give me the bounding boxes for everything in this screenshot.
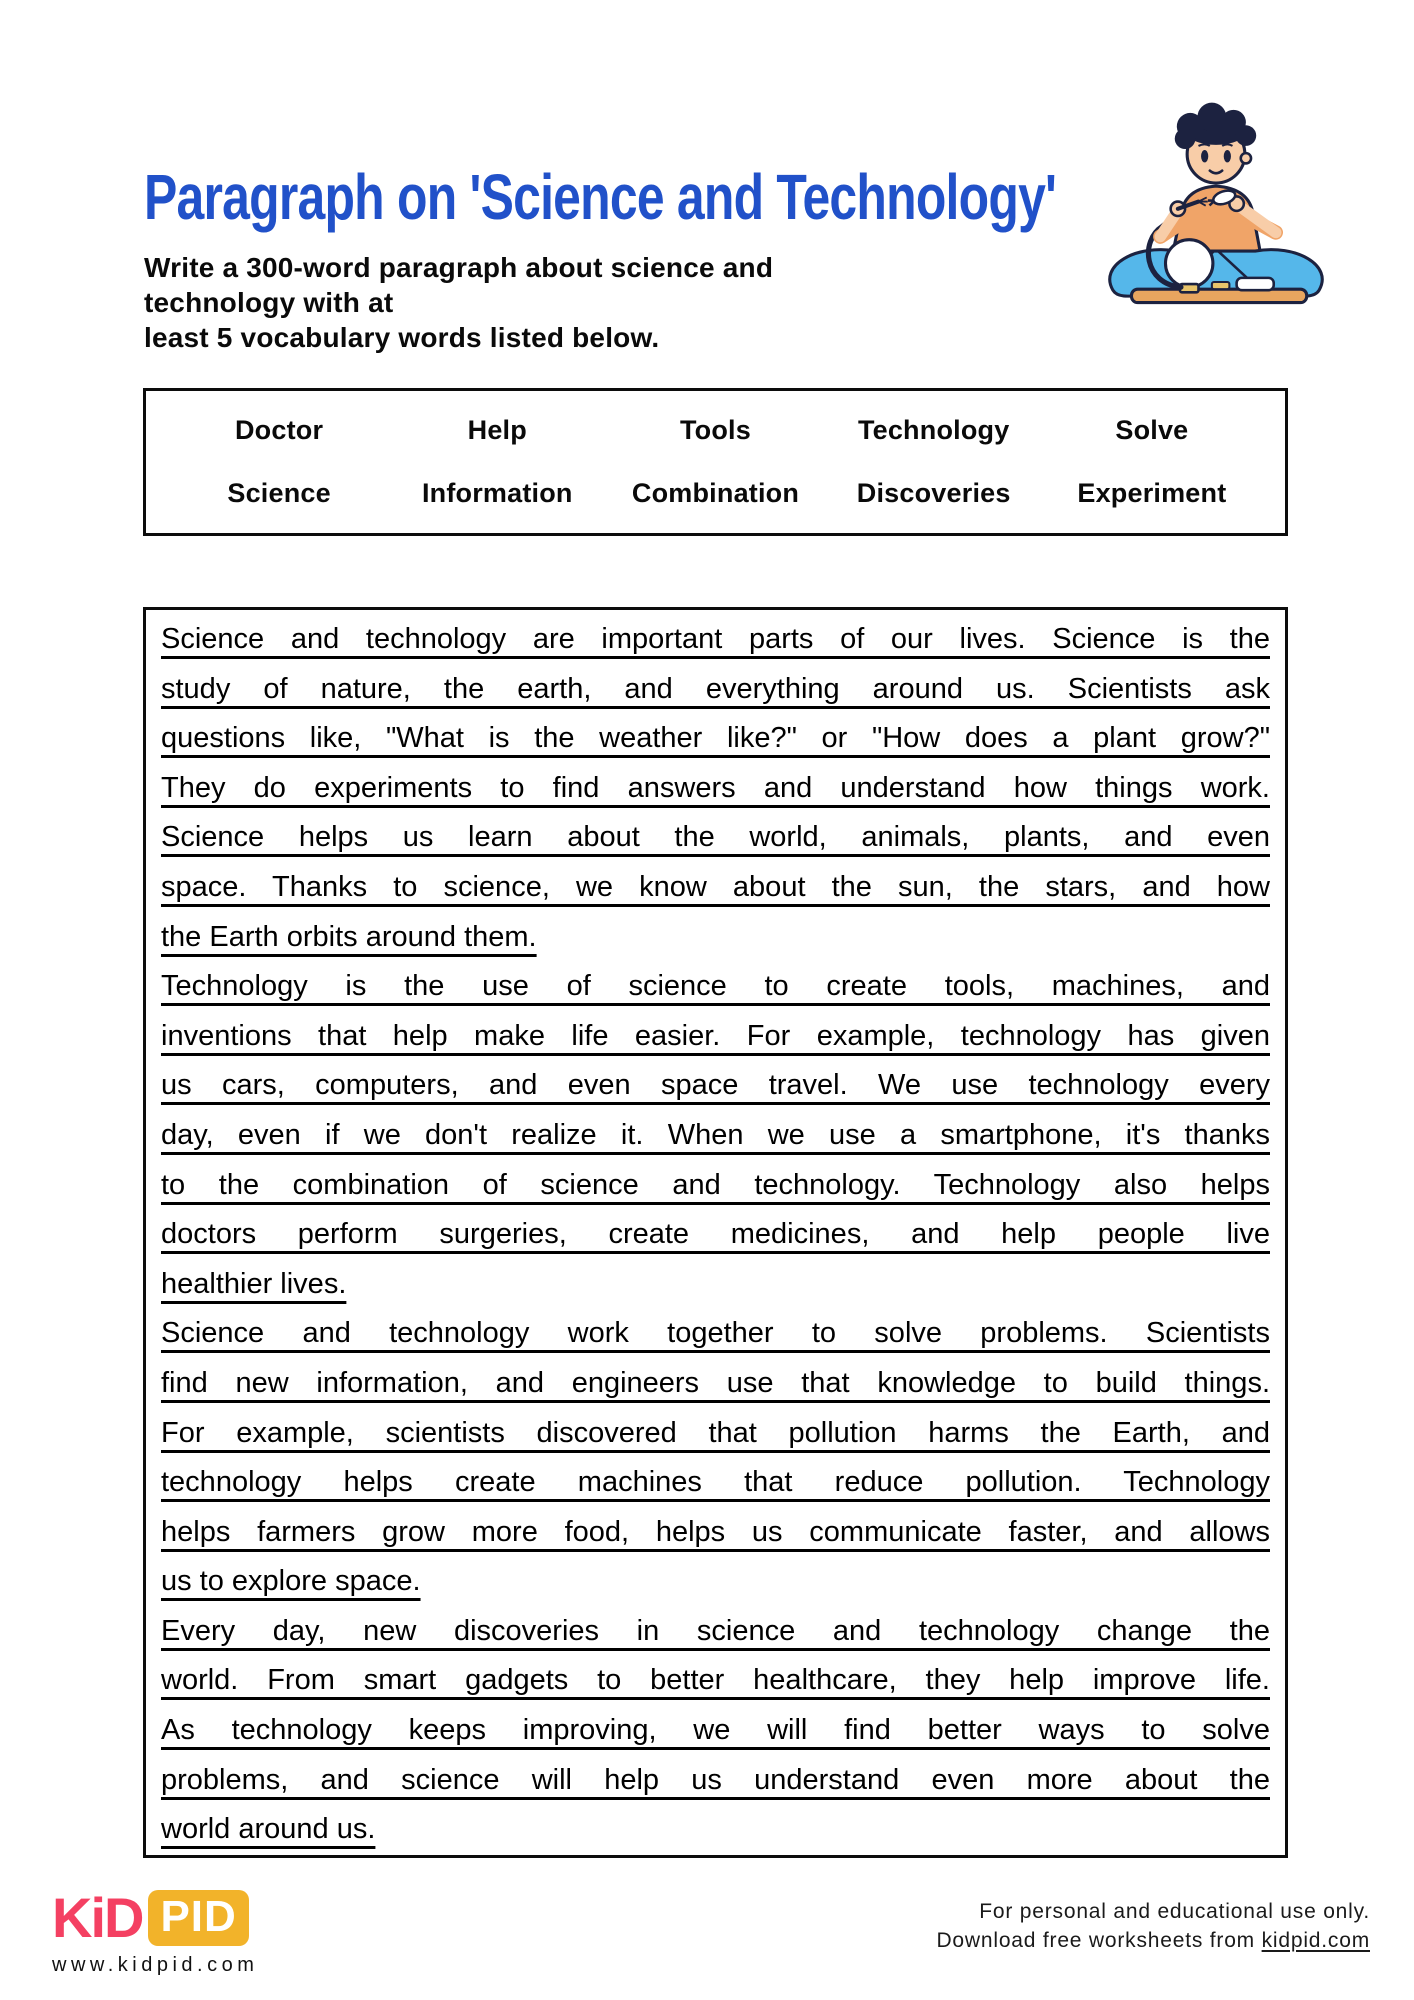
vocab-word-doctor: Doctor (234, 415, 324, 445)
paragraph-line: They do experiments to find answers and understand how things work. (161, 771, 1270, 804)
paragraph-line: to the combination of science and technology. Technology also helps (161, 1168, 1270, 1201)
vocabulary-box (143, 388, 1288, 536)
page-title: Paragraph on 'Science and Technology' (144, 161, 1057, 233)
paragraph-line: find new information, and engineers use that knowledge to build things. (161, 1366, 1270, 1399)
instructions (144, 250, 924, 355)
paragraph-line: helps farmers grow more food, helps us communicate faster, and allows (161, 1515, 1270, 1548)
paragraph-line: Science and technology are important parts of our lives. Science is the (161, 623, 1270, 655)
vocab-word-combination: Combination (631, 478, 800, 508)
vocab-word-tools: Tools (679, 415, 751, 445)
paragraph-line: Every day, new discoveries in science and technology change the (161, 1614, 1270, 1647)
paragraph-line: study of nature, the earth, and everything around us. Scientists ask (161, 672, 1270, 705)
paragraph-line: technology helps create machines that reduce pollution. Technology (161, 1466, 1270, 1499)
paragraph-line: the Earth orbits around them. (161, 920, 537, 953)
website-url[interactable]: www.kidpid.com (52, 1954, 259, 1976)
paragraph-line: space. Thanks to science, we know about the sun, the stars, and how (161, 870, 1270, 903)
vocab-word-help: Help (467, 415, 527, 445)
paragraph-line: Science and technology work together to solve problems. Scientists (161, 1317, 1270, 1350)
logo-kid-text: KiD (52, 1886, 143, 1949)
paragraph-line: questions like, "What is the weather like?" or "How does a plant grow?" (161, 722, 1270, 755)
paragraph-writing-box (143, 607, 1288, 1858)
vocab-word-technology: Technology (857, 415, 1010, 445)
instructions-line-2: least 5 vocabulary words listed below. (144, 322, 660, 353)
usage-note-line-2 (936, 1926, 1370, 1955)
kidpid-logo (52, 1886, 259, 1977)
usage-note-line-1: For personal and educational use only. (979, 1900, 1370, 1923)
paragraph-line: healthier lives. (161, 1267, 347, 1300)
paragraph-line: us to explore space. (161, 1565, 421, 1598)
paragraph-line: Technology is the use of science to create tools, machines, and (161, 970, 1270, 1003)
usage-note-line-2-text: Download free worksheets from (936, 1929, 1262, 1952)
paragraph-line: doctors perform surgeries, create medicines, and help people live (161, 1218, 1270, 1251)
paragraph-line: day, even if we don't realize it. When we use a smartphone, it's thanks (161, 1118, 1270, 1151)
kidpid-link[interactable]: kidpid.com (1261, 1929, 1370, 1952)
paragraph-line: For example, scientists discovered that pollution harms the Earth, and (161, 1416, 1270, 1449)
paragraph-line: us cars, computers, and even space travel. We use technology every (161, 1069, 1270, 1102)
vocab-word-discoveries: Discoveries (856, 478, 1011, 508)
vocab-word-solve: Solve (1115, 415, 1189, 445)
paragraph-line: world around us. (161, 1813, 376, 1846)
boy-fixing-lightbulb-icon (1082, 88, 1350, 310)
paragraph-line: inventions that help make life easier. For example, technology has given (161, 1019, 1270, 1052)
vocab-word-information: Information (421, 478, 573, 508)
paragraph-line: problems, and science will help us understand even more about the (161, 1763, 1270, 1796)
instructions-line-1: Write a 300-word paragraph about science and technology with at (144, 252, 774, 318)
logo-pid-badge: PID (148, 1890, 248, 1946)
vocab-word-science: Science (227, 478, 331, 508)
paragraph-line: As technology keeps improving, we will find better ways to solve (161, 1714, 1270, 1747)
paragraph-line: world. From smart gadgets to better healthcare, they help improve life. (161, 1664, 1270, 1697)
boy-illustration (1082, 88, 1350, 310)
usage-note (936, 1897, 1370, 1955)
vocab-word-experiment: Experiment (1077, 478, 1227, 508)
paragraph-line: Science helps us learn about the world, animals, plants, and even (161, 821, 1270, 854)
